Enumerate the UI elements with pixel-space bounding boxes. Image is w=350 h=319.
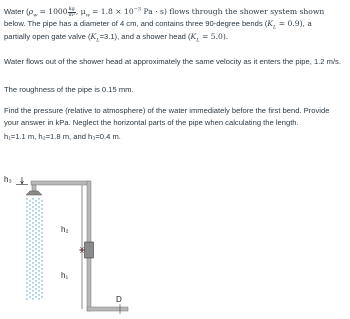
gate-valve (85, 242, 94, 258)
kl-valve: =3.1), and a shower head ( (99, 31, 191, 41)
text-line2: below. The pipe has a diameter of 4 cm, and contains three 90-degree bends ( (4, 19, 268, 29)
question-statement: Find the pressure (relative to atmosphere) of the water immediately before the first bend. Provide your answer in kPa. Neglect the horizontal parts of the pipe when calculating the length. (4, 106, 330, 128)
text-line3: partially open gate valve ( (4, 31, 91, 41)
kl-bends: = 0.9), a (276, 19, 312, 29)
label-h1: h₁ (61, 271, 69, 280)
text-water: Water ( (4, 7, 29, 16)
mu-symbol: , μ (75, 7, 86, 16)
shower-system-figure (0, 172, 350, 319)
overhead-pipe (31, 181, 89, 185)
velocity-statement: Water flows out of the shower head at approximately the same velocity as it enters the pipe, 1.2 m/s. (4, 57, 341, 66)
shower-head (26, 191, 42, 195)
mu-value: = 1.8 × 10 (92, 7, 134, 16)
label-h3: h₃ (4, 175, 12, 184)
kl-showerhead: = 5.0). (199, 31, 229, 41)
shower-arm (32, 185, 36, 191)
bottom-pipe (87, 307, 128, 311)
problem-statement: Water ($\rho_w = 1000$ $\frac{kg}{\text{m³}}$ , $\mu_w = 1.8 \times 10^{-3}$ Pa · s) flows through the shower system shown below. The pipe has a diameter of 4 cm, and contains three 90-degree bends $(K_L = 0.9)$, a partially open gate valve $(K_L=3.1)$, and a shower head $(K_L = 5.0)$. (4, 5, 325, 44)
label-D: D (116, 295, 122, 304)
mu-unit: Pa · s) flows through the shower system shown (141, 7, 325, 16)
water-spray (27, 198, 42, 300)
density-unit: $\frac{kg}{\text{m³}}$ (68, 5, 76, 18)
heights-statement: h₁=1.1 m, h₂=1.8 m, and h₃=0.4 m. (4, 132, 121, 141)
label-h2: h₂ (61, 225, 69, 234)
rho-value: = 1000 (39, 7, 68, 16)
roughness-statement: The roughness of the pipe is 0.15 mm. (4, 85, 134, 94)
rho-symbol: $\rho_w$ (28, 7, 38, 19)
